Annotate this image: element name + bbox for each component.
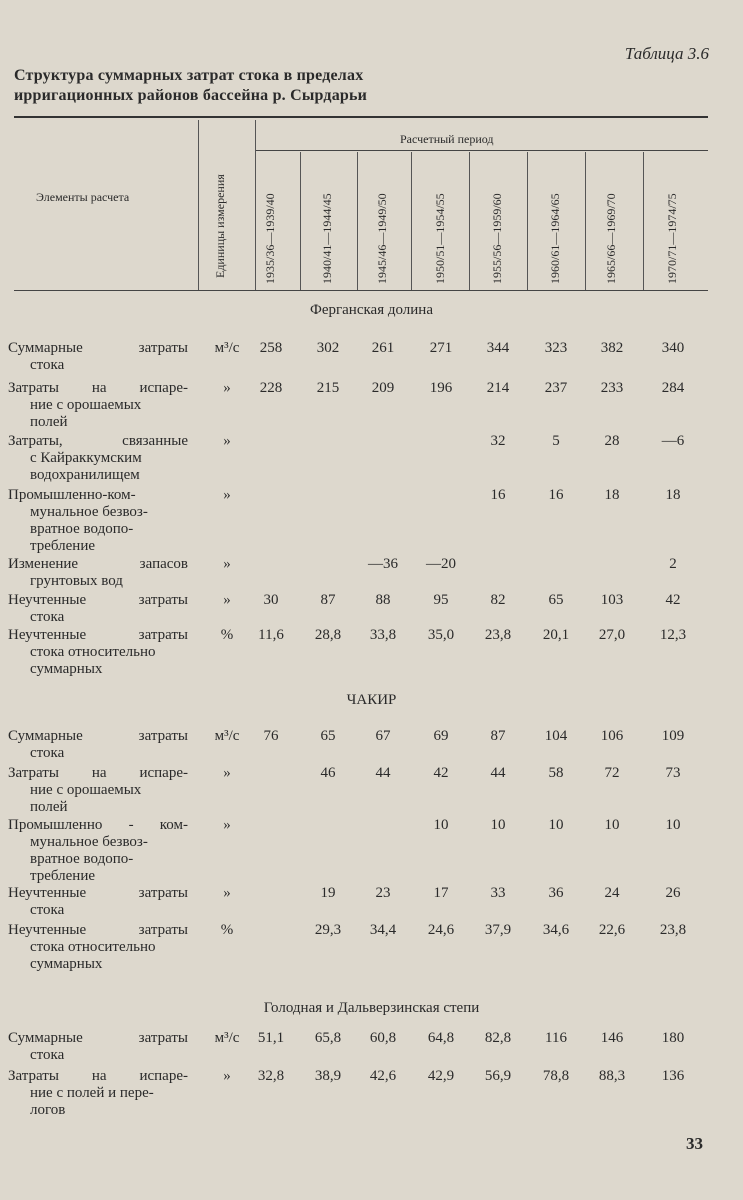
table-cell: 42 [665, 592, 681, 608]
row-label-line: вратное водопо- [30, 851, 134, 867]
table-cell: 228 [259, 380, 283, 396]
table-cell: 46 [320, 765, 336, 781]
row-label-line: полей [30, 799, 68, 815]
header-period-2: 1940/41—1944/45 [320, 193, 334, 284]
table-cell: 180 [661, 1030, 685, 1046]
table-cell: 72 [604, 765, 620, 781]
table-cell: 42,9 [427, 1068, 455, 1084]
table-cell: 261 [371, 340, 395, 356]
row-label-line: мунальное безвоз- [30, 834, 148, 850]
table-cell: 23,8 [659, 922, 687, 938]
table-cell: 109 [661, 728, 685, 744]
row-label [8, 627, 188, 678]
table-cell: 24 [604, 885, 620, 901]
row-label-line: Промышленно-ком- [8, 487, 136, 503]
row-label [8, 340, 188, 374]
table-cell: 32,8 [257, 1068, 285, 1084]
table-cell: 10 [548, 817, 564, 833]
row-label-line: вратное водопо- [30, 521, 134, 537]
row-label-line: стока [30, 745, 65, 761]
table-cell: 82,8 [484, 1030, 512, 1046]
top-rule [14, 116, 708, 118]
table-cell: 34,6 [542, 922, 570, 938]
table-cell: 44 [490, 765, 506, 781]
table-number: Таблица 3.6 [624, 44, 709, 63]
row-label-line: Затраты, связанные [8, 433, 188, 449]
header-period-4: 1950/51—1954/55 [433, 193, 447, 284]
header-period-8: 1970/71—1974/75 [665, 193, 679, 284]
row-label-line: Затраты на испаре- [8, 380, 188, 396]
row-label-line: ние с полей и пере- [30, 1085, 154, 1101]
row-label [8, 922, 188, 973]
table-cell: 95 [433, 592, 449, 608]
table-cell: 82 [490, 592, 506, 608]
table-cell: 10 [490, 817, 506, 833]
table-cell: 2 [669, 556, 677, 572]
table-cell: 36 [548, 885, 564, 901]
table-cell: 11,6 [258, 627, 284, 643]
table-cell: 23 [375, 885, 391, 901]
table-cell: 44 [375, 765, 391, 781]
table-cell: 33 [490, 885, 506, 901]
table-cell: 19 [320, 885, 336, 901]
table-row [0, 1068, 743, 1148]
row-label-line: Суммарные затраты [8, 1030, 188, 1046]
row-unit: » [223, 556, 231, 572]
column-divider [527, 152, 528, 290]
period-rule [255, 150, 708, 151]
table-cell: 136 [661, 1068, 685, 1084]
table-cell: 344 [486, 340, 510, 356]
table-cell: 271 [429, 340, 453, 356]
table-cell: 87 [320, 592, 336, 608]
table-cell: 65 [320, 728, 336, 744]
table-cell: 51,1 [257, 1030, 285, 1046]
row-label-line: требление [30, 538, 96, 554]
table-cell: 56,9 [484, 1068, 512, 1084]
table-cell: 67 [375, 728, 391, 744]
row-label-line: Затраты на испаре- [8, 765, 188, 781]
table-cell: 103 [600, 592, 624, 608]
column-divider [255, 120, 256, 290]
table-cell: 22,6 [598, 922, 626, 938]
table-row [0, 487, 743, 567]
table-cell: 24,6 [427, 922, 455, 938]
table-cell: 87 [490, 728, 506, 744]
row-unit: » [223, 380, 231, 396]
table-cell: 323 [544, 340, 568, 356]
row-label [8, 885, 188, 919]
row-label-line: Неучтенные затраты [8, 922, 188, 938]
table-title [14, 66, 367, 106]
table-cell: 23,8 [484, 627, 512, 643]
table-cell: 17 [433, 885, 449, 901]
column-divider [411, 152, 412, 290]
row-unit: % [220, 627, 234, 643]
table-cell: 30 [263, 592, 279, 608]
table-cell: 28 [604, 433, 620, 449]
row-unit: » [223, 592, 231, 608]
row-unit: % [220, 922, 234, 938]
table-cell: 196 [429, 380, 453, 396]
row-unit: » [223, 433, 231, 449]
column-divider [643, 152, 644, 290]
row-unit: » [223, 817, 231, 833]
row-label-line: Неучтенные затраты [8, 627, 188, 643]
row-label-line: требление [30, 868, 96, 884]
table-cell: 116 [545, 1030, 567, 1046]
header-period-7: 1965/66—1969/70 [604, 193, 618, 284]
row-label-line: логов [30, 1102, 66, 1118]
table-cell: 20,1 [542, 627, 570, 643]
row-label-line: Суммарные затраты [8, 728, 188, 744]
table-cell: —36 [368, 556, 398, 572]
row-label-line: стока [30, 357, 65, 373]
table-cell: 73 [665, 765, 681, 781]
row-unit: м³/с [214, 1030, 240, 1046]
table-cell: 69 [433, 728, 449, 744]
row-unit: » [223, 885, 231, 901]
table-row [0, 922, 743, 1002]
header-period: Расчетный период [400, 132, 494, 146]
table-cell: 16 [548, 487, 564, 503]
row-label [8, 1068, 188, 1119]
title-line-1: Структура суммарных затрат стока в пределах [14, 67, 364, 84]
row-label-line: Изменение запасов [8, 556, 188, 572]
table-cell: 382 [600, 340, 624, 356]
table-cell: 258 [259, 340, 283, 356]
row-label-line: Суммарные затраты [8, 340, 188, 356]
row-label [8, 556, 188, 590]
table-cell: 64,8 [427, 1030, 455, 1046]
table-cell: 28,8 [314, 627, 342, 643]
table-cell: 12,3 [659, 627, 687, 643]
column-divider [585, 152, 586, 290]
header-period-5: 1955/56—1959/60 [490, 193, 504, 284]
table-cell: 34,4 [369, 922, 397, 938]
table-cell: 10 [604, 817, 620, 833]
table-cell: 65 [548, 592, 564, 608]
column-divider [300, 152, 301, 290]
table-cell: 88 [375, 592, 391, 608]
row-label-line: стока [30, 1047, 65, 1063]
header-period-1: 1935/36—1939/40 [263, 193, 277, 284]
row-label-line: ние с орошаемых [30, 397, 142, 413]
table-cell: 58 [548, 765, 564, 781]
section-title: ЧАКИР [346, 692, 397, 708]
header-period-3: 1945/46—1949/50 [375, 193, 389, 284]
table-cell: 214 [486, 380, 510, 396]
row-unit: » [223, 765, 231, 781]
table-cell: 104 [544, 728, 568, 744]
row-label-line: стока относительно [30, 939, 156, 955]
table-cell: 60,8 [369, 1030, 397, 1046]
row-label [8, 380, 188, 431]
table-cell: 146 [600, 1030, 624, 1046]
table-cell: 209 [371, 380, 395, 396]
row-label-line: Промышленно - ком- [8, 817, 188, 833]
row-label-line: с Кайраккумским [30, 450, 142, 466]
row-label-line: Затраты на испаре- [8, 1068, 188, 1084]
column-divider [357, 152, 358, 290]
row-label [8, 487, 188, 555]
header-bottom-rule [14, 290, 708, 291]
table-cell: 37,9 [484, 922, 512, 938]
row-label-line: водохранилищем [30, 467, 140, 483]
column-divider [469, 152, 470, 290]
row-label-line: суммарных [30, 956, 103, 972]
table-cell: 29,3 [314, 922, 342, 938]
row-label [8, 728, 188, 762]
table-cell: 35,0 [427, 627, 455, 643]
table-cell: 5 [552, 433, 560, 449]
row-label-line: мунальное безвоз- [30, 504, 148, 520]
table-cell: 42,6 [369, 1068, 397, 1084]
section-title: Ферганская долина [309, 302, 433, 318]
row-label-line: полей [30, 414, 68, 430]
row-label-line: стока относительно [30, 644, 156, 660]
row-label-line: Неучтенные затраты [8, 592, 188, 608]
column-divider [198, 120, 199, 290]
table-cell: 65,8 [314, 1030, 342, 1046]
table-cell: 215 [316, 380, 340, 396]
row-label-line: Неучтенные затраты [8, 885, 188, 901]
table-cell: 76 [263, 728, 279, 744]
row-label-line: ние с орошаемых [30, 782, 142, 798]
row-label-line: стока [30, 609, 65, 625]
table-cell: 27,0 [598, 627, 626, 643]
row-unit: м³/с [214, 728, 240, 744]
row-label [8, 592, 188, 626]
table-cell: 26 [665, 885, 681, 901]
table-cell: 16 [490, 487, 506, 503]
table-cell: 10 [433, 817, 449, 833]
row-label-line: грунтовых вод [30, 573, 123, 589]
table-cell: 32 [490, 433, 506, 449]
table-cell: 18 [665, 487, 681, 503]
table-cell: 42 [433, 765, 449, 781]
table-cell: 88,3 [598, 1068, 626, 1084]
row-unit: » [223, 487, 231, 503]
title-line-2: ирригационных районов бассейна р. Сырдарьи [14, 87, 368, 104]
row-label [8, 817, 188, 885]
row-unit: » [223, 1068, 231, 1084]
header-period-6: 1960/61—1964/65 [548, 193, 562, 284]
table-cell: 340 [661, 340, 685, 356]
row-label-line: суммарных [30, 661, 103, 677]
table-cell: 106 [600, 728, 624, 744]
table-cell: —20 [426, 556, 456, 572]
table-cell: 38,9 [314, 1068, 342, 1084]
table-cell: 18 [604, 487, 620, 503]
row-unit: м³/с [214, 340, 240, 356]
table-cell: 33,8 [369, 627, 397, 643]
table-cell: 302 [316, 340, 340, 356]
header-elements: Элементы расчета [36, 190, 130, 204]
page-number: 33 [686, 1134, 703, 1153]
row-label [8, 1030, 188, 1064]
table-cell: 237 [544, 380, 568, 396]
header-units: Единицы измерения [213, 174, 227, 278]
table-cell: 78,8 [542, 1068, 570, 1084]
row-label [8, 765, 188, 816]
row-label-line: стока [30, 902, 65, 918]
table-cell: —6 [661, 433, 685, 449]
section-title: Голодная и Дальверзинская степи [263, 1000, 480, 1016]
row-label [8, 433, 188, 484]
table-cell: 10 [665, 817, 681, 833]
table-cell: 233 [600, 380, 624, 396]
table-cell: 284 [661, 380, 685, 396]
